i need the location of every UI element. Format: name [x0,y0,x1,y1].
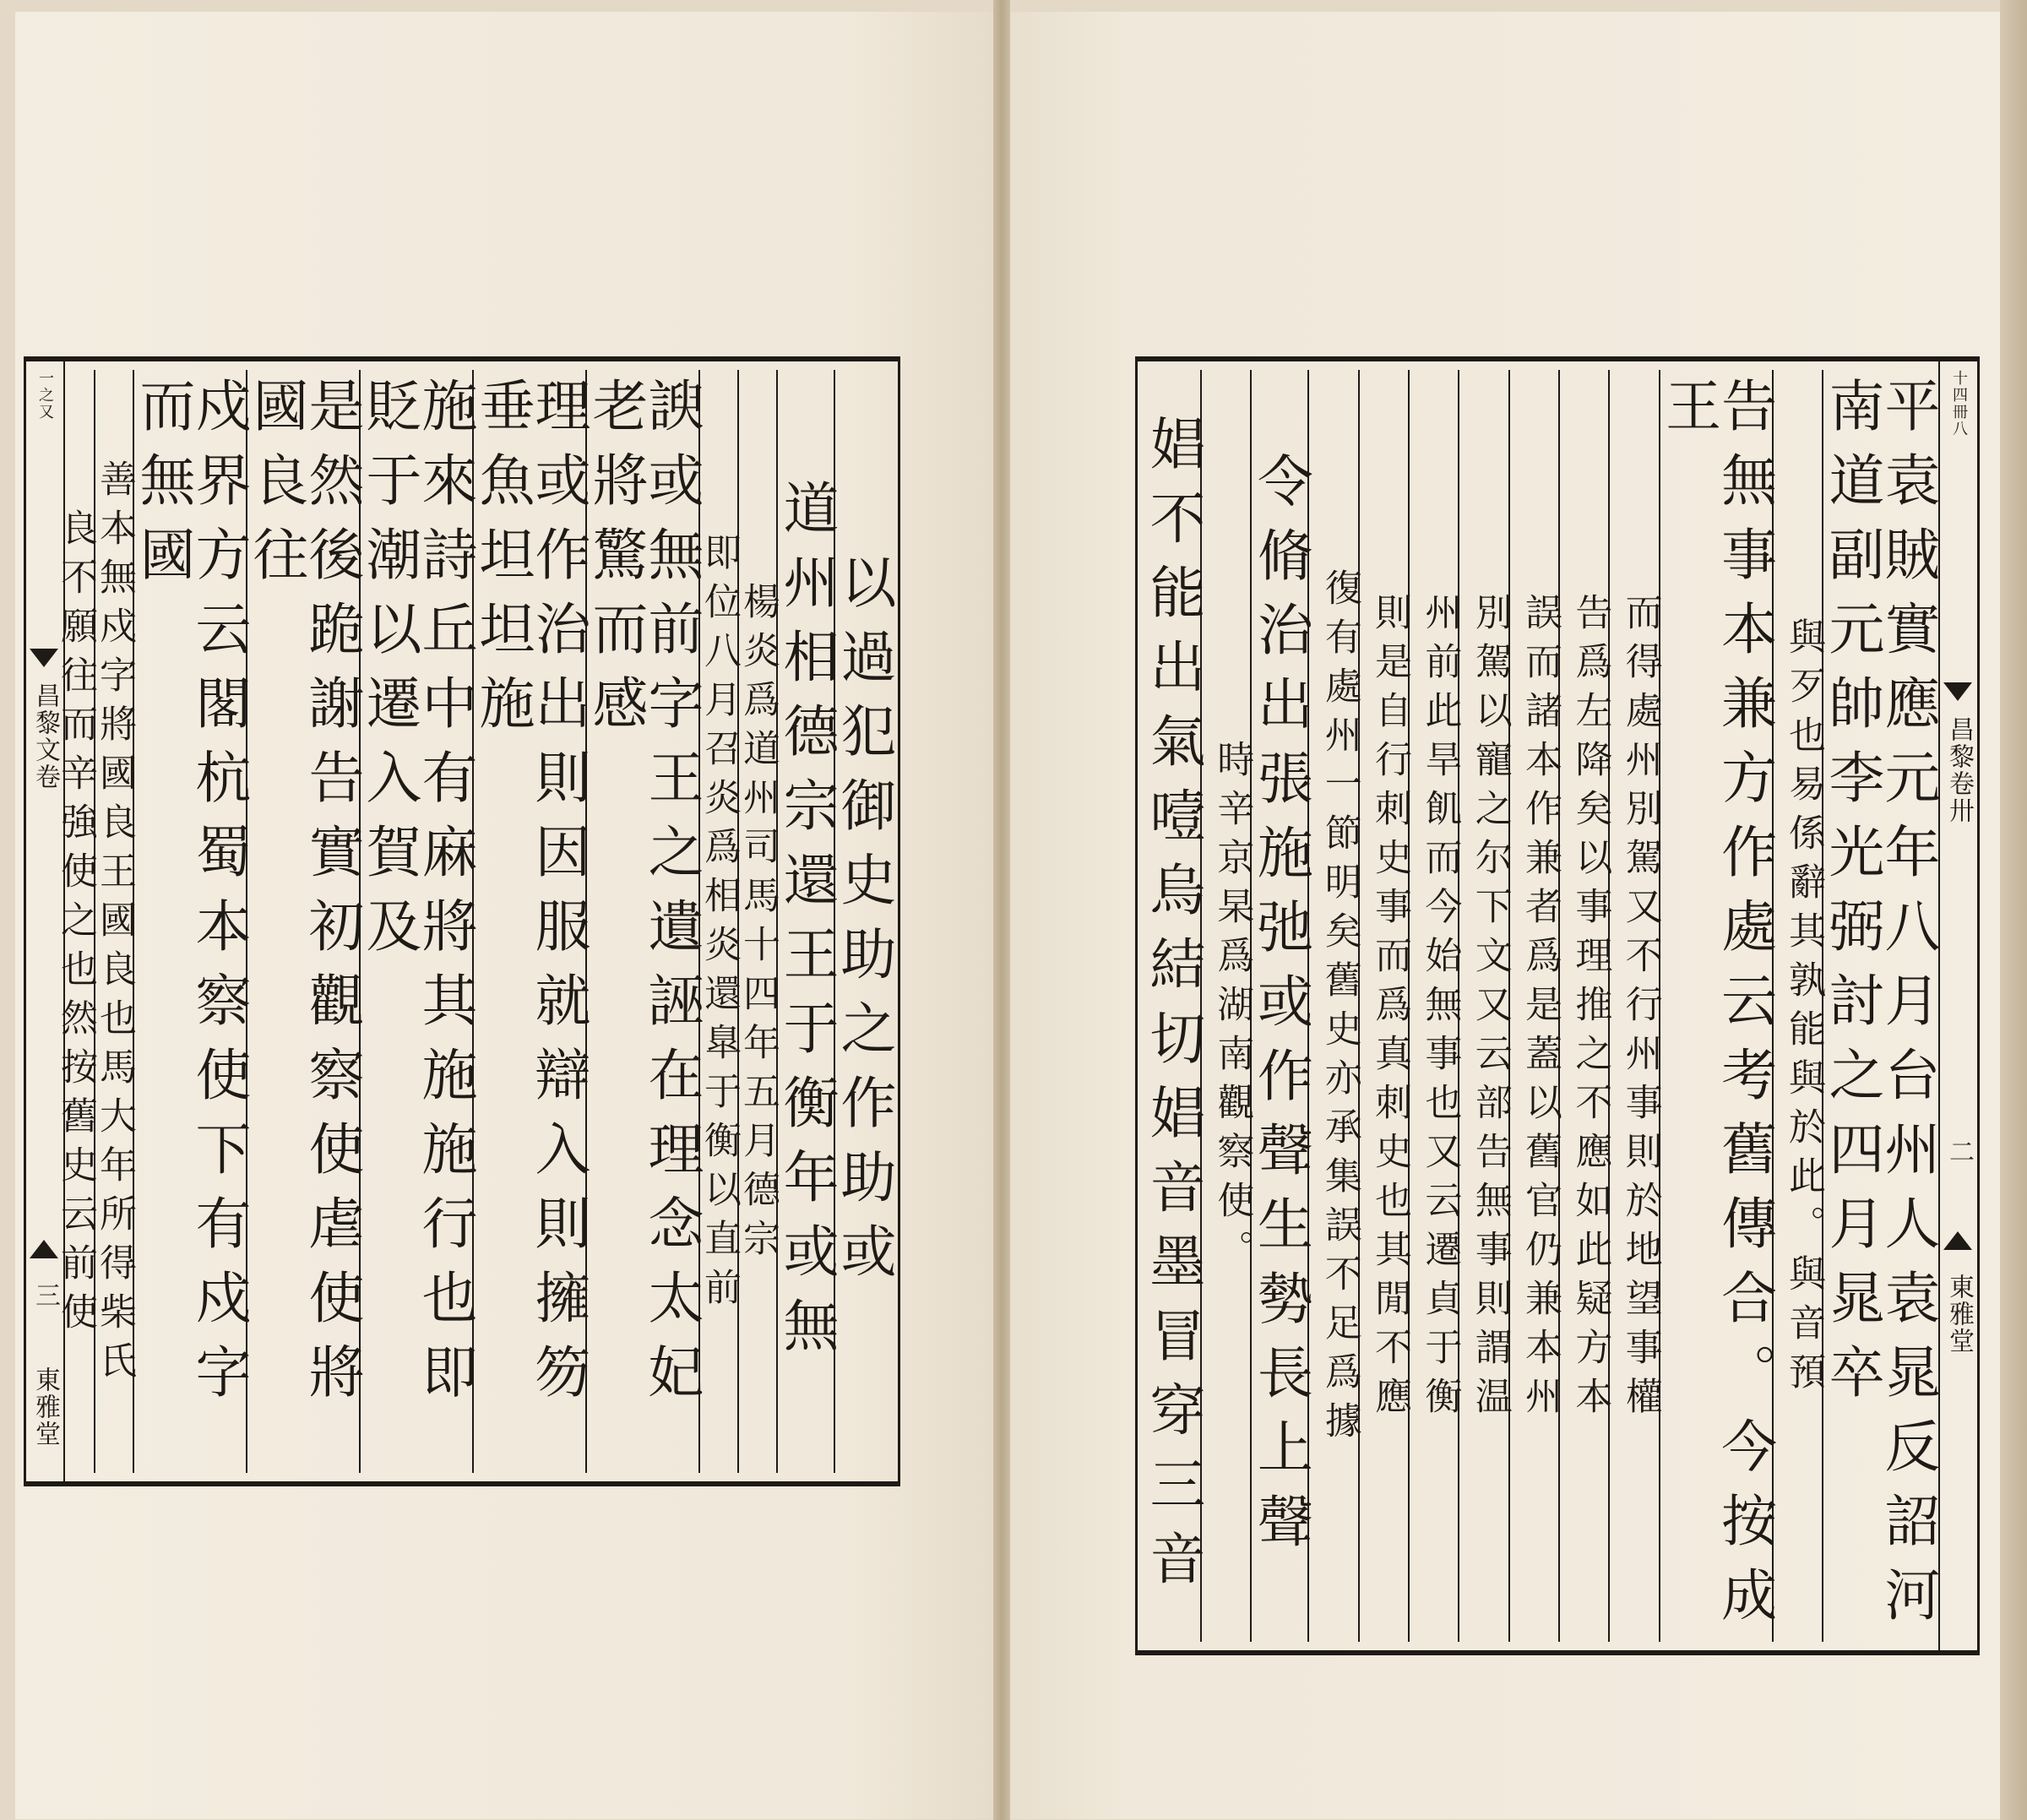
commentary-column: 別駕以寵之尔下文又云部告無事則謂温 [1458,370,1508,1642]
commentary-column: 良不願往而辛強使之也然按舊史云前使 [54,508,97,1341]
commentary-column: 復有處州一節明矣舊史亦承集誤不足爲據 [1307,370,1357,1642]
left-text-columns [54,370,896,1473]
right-heart-title: 昌黎卷卅 [1944,716,1974,824]
left-text-frame [24,356,900,1486]
right-heart-publisher: 東雅堂 [1944,1274,1974,1355]
text-column: 施來詩丘中有麻將其施施行也即貶于潮以遷入賀及 [359,370,472,1473]
commentary-column: 與歹也易係辭其孰能與於此。與音預 [1772,370,1822,1642]
page-edge [2000,0,2027,1820]
left-heart-code: 一之又 [36,370,54,421]
book-gutter [993,0,1010,1820]
commentary-column: 則是自行刺史事而爲真刺史也其閒不應 [1358,370,1408,1642]
commentary-column: 善本無戍字將國良王國良也馬大年所得柴氏 [94,370,133,1473]
text-column: 娼不能出氣噎烏結切娼音墨冒穿三音 [1140,415,1206,1604]
left-heart-publisher: 東雅堂 [30,1366,60,1448]
right-text-columns [1140,370,1940,1642]
right-heart-page-number: 二 [1944,1138,1974,1165]
fish-tail-icon [1943,682,1972,701]
text-column: 告無事本兼方作處云考舊傳合。今按成王 [1659,370,1772,1642]
left-heart-page-number: 三 [30,1282,60,1309]
text-column: 戍界方云閣杭蜀本察使下有戍字而無國 [133,370,246,1473]
commentary-column: 而得處州別駕又不行州事則於地望事權 [1608,370,1658,1642]
text-column: 是然後跪謝告實初觀察使虐使將國良往 [246,370,359,1473]
commentary-column: 時辛京杲爲湖南觀察使。 [1200,370,1250,1642]
text-column: 理或作治出則因服就辯入則擁笏垂魚坦坦施 [472,370,585,1473]
commentary-column: 即位八月召炎爲相炎還臯于衡以直前 [698,370,737,1473]
text-column: 平袁賊實應元年八月台州人袁晁反詔河南道副元帥李光弼討之四月晁卒 [1822,370,1935,1642]
fish-tail-icon [1943,1231,1972,1250]
left-heart-title: 昌黎文卷 [30,682,60,790]
commentary-column: 楊炎爲道州司馬十四年五月德宗 [737,370,776,1473]
commentary-column: 州前此旱飢而今始無事也又云遷貞于衡 [1408,370,1458,1642]
text-column: 諛或無前字王之遺誣在理念太妃老將驚而感 [585,370,698,1473]
commentary-column: 誤而諸本作兼者爲是蓋以舊官仍兼本州 [1508,370,1558,1642]
text-column: 以過犯御史助之作助或 [834,370,891,1473]
commentary-column: 告爲左降矣以事理推之不應如此疑方本 [1558,370,1608,1642]
text-column: 令脩治出張施弛或作聲生勢長上聲 [1250,370,1307,1642]
right-text-frame [1135,356,1980,1655]
right-page-heart [1938,361,1977,1650]
text-column: 道州相德宗還王于衡年或無 [776,370,834,1473]
right-heart-code: 十四冊八 [1950,370,1968,437]
